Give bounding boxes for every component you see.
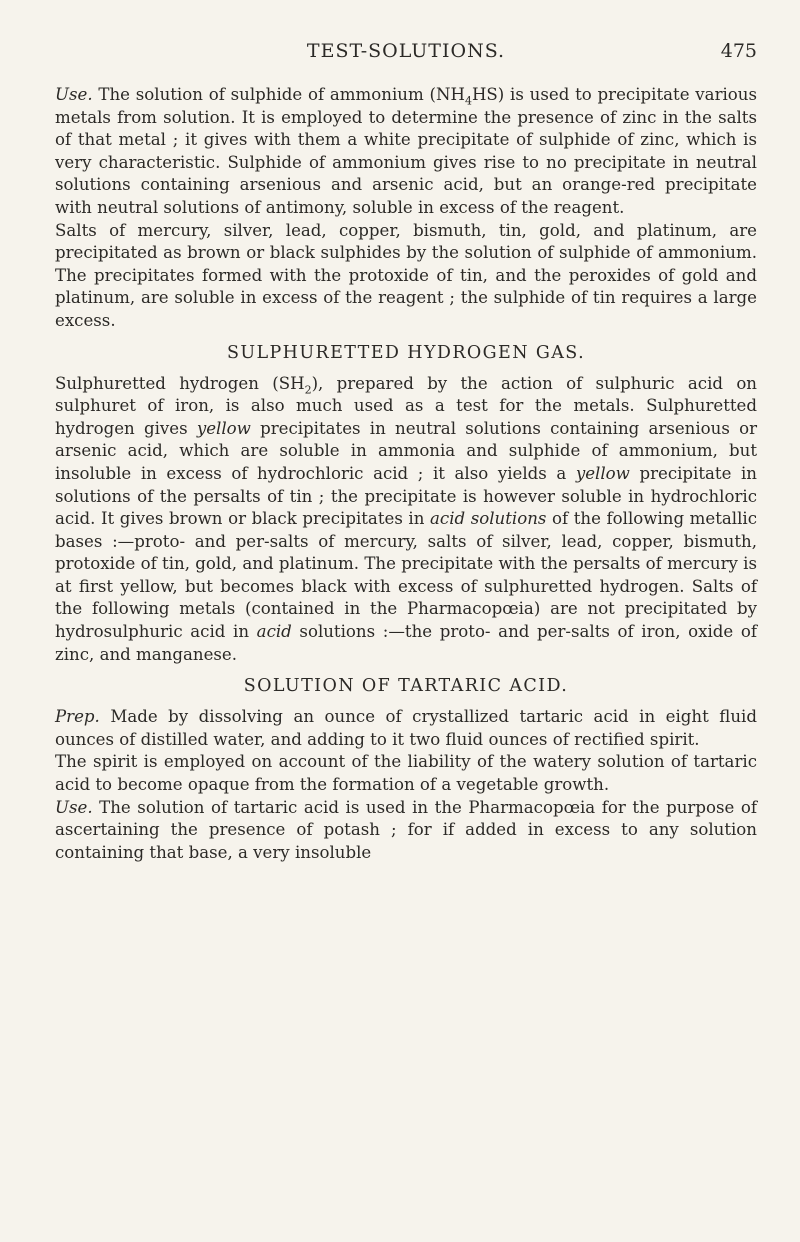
italic-run: yellow [196, 418, 251, 438]
paragraph-tartaric-spirit: The spirit is employed on account of the liability of the watery solution of tartaric acid to become opaque from the formation of a vegetable growth. [55, 752, 757, 795]
formula-subscript: 2 [304, 382, 312, 396]
section-heading-tartaric-acid: SOLUTION OF TARTARIC ACID. [243, 676, 569, 697]
paragraph-tartaric-use [55, 797, 757, 865]
text-run: precipitate in solutions of the persalts of tin ; the precipitate is however soluble in hydrochloric acid. It gives brown or black precipitates in [55, 463, 757, 529]
page-number: 475 [720, 40, 757, 62]
use-lead: Use. [55, 85, 93, 104]
page-title: TEST-SOLUTIONS. [306, 40, 506, 62]
italic-run: yellow [575, 463, 630, 483]
italic-run: acid [256, 622, 292, 642]
text-run: ), prepared by the action of sulphuric acid on sulphuret of iron, is also much used as a test for the metals. Sulphuretted hydrogen gives [55, 373, 757, 438]
paragraph-ammonium-salts: Salts of mercury, silver, lead, copper, bismuth, tin, gold, and platinum, are precipitated as brown or black sulphides by the solution of sulphide of ammonium. The precipitates formed with the protoxide of tin, and the peroxides of gold and platinum, are soluble in excess of the reagent ; the sulphide of tin requires a large excess. [55, 220, 757, 330]
text-run: solutions :—the proto- and per-salts of iron, oxide of zinc, and manganese. [55, 622, 757, 664]
text-run: HS) is used to precipitate various metals from solution. It is employed to determine the presence of zinc in the salts of that metal ; it gives with them a white precipitate of sulphide of zinc, which is very characteristic. Sulphide of ammonium gives rise to no precipitate in neutral solutions containing arsenious and arsenic acid, but an orange-red precipitate with neutral solutions of antimony, soluble in excess of the reagent. [55, 85, 758, 217]
running-head [55, 40, 757, 70]
formula-subscript: 4 [464, 94, 472, 108]
text-run: The solution of tartaric acid is used in the Pharmacopœia for the purpose of ascertaining the presence of potash ; for if added in excess to any solution containing that base, a very insoluble [55, 797, 757, 862]
text-run: Made by dissolving an ounce of crystallized tartaric acid in eight fluid ounces of distilled water, and adding to it two fluid ounces of rectified spirit. [55, 707, 757, 749]
italic-run: acid solutions [430, 509, 547, 529]
paragraph-ammonium-use [55, 84, 757, 220]
use-lead: Use. [55, 797, 93, 817]
text-run: of the following metallic bases :—proto- and per-salts of mercury, salts of silver, lead, copper, bismuth, protoxide of tin, gold, and platinum. The precipitate with the persalts of mercury is at first yellow, but becomes black with excess of sulphuretted hydrogen. Salts of the following metals (contained in the Pharmacopœia) are not precipitated by hydrosulphuric acid in [55, 509, 758, 642]
text-run: The solution of sulphide of ammonium (NH [92, 85, 465, 104]
text-run: precipitates in neutral solutions containing arsenious or arsenic acid, which are soluble in ammonia and sulphide of ammonium, but insoluble in excess of hydrochloric acid ; it also yields a [55, 418, 757, 483]
paragraph-tartaric-prep [55, 706, 757, 751]
paragraph-sulphuretted-hydrogen [55, 373, 757, 667]
book-page [55, 40, 757, 864]
prep-lead: Prep. [55, 707, 100, 727]
text-run: Sulphuretted hydrogen (SH [55, 373, 305, 393]
section-heading-sulphuretted-hydrogen: SULPHURETTED HYDROGEN GAS. [226, 342, 586, 363]
